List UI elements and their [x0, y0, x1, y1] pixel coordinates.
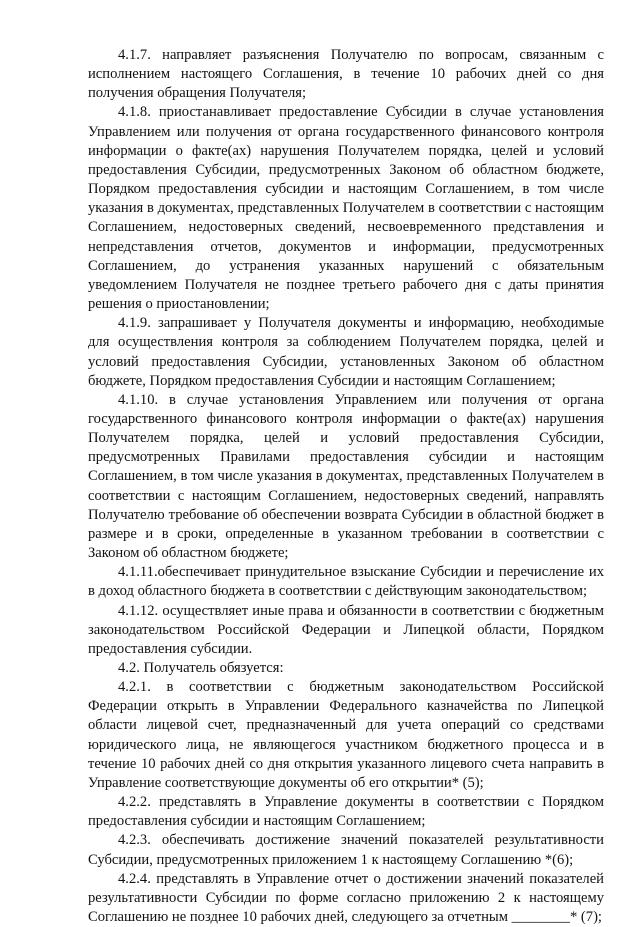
paragraph-4-1-12: 4.1.12. осуществляет иные права и обязанности в соответствии с бюджетным законодательством Российской Федерации и Липецкой области, Порядком предоставления субсидии.: [88, 602, 604, 657]
paragraph-4-1-11: 4.1.11.обеспечивает принудительное взыскание Субсидии и перечисление их в доход областного бюджета в соответствии с действующим законодательством;: [88, 564, 604, 600]
paragraph-4-1-7: 4.1.7. направляет разъяснения Получателю по вопросам, связанным с исполнением настоящего Соглашения, в течение 10 рабочих дней со дня получения обращения Получателя;: [88, 47, 604, 102]
paragraph-4-1-10: 4.1.10. в случае установления Управлением или получения от органа государственного финансового контроля информации о факте(ах) нарушения Получателем порядка, целей и условий предоставления Субсидии, предусмотренных Правилами предоставления субсидии и настоящим Соглашением, в том числе указания в документах, представленных Получателем в соответствии с настоящим Соглашением, недостоверных сведений, направлять Получателю требование об обеспечении возврата Субсидии в областной бюджет в размере и в сроки, определенные в указанном требовании в соответствии с Законом об областном бюджете;: [88, 391, 604, 562]
paragraph-4-2-2: 4.2.2. представлять в Управление документы в соответствии с Порядком предоставления субсидии и настоящим Соглашением;: [88, 794, 604, 830]
paragraph-4-1-8: 4.1.8. приостанавливает предоставление Субсидии в случае установления Управлением или получения от органа государственного финансового контроля информации о факте(ах) нарушения Получателем порядка, целей и условий предоставления Субсидии, предусмотренных Законом об областном бюджете, Порядком предоставления субсидии и настоящим Соглашением, в том числе указания в документах, представленных Получателем в соответствии с настоящим Соглашением, недостоверных сведений, несвоевременного представления и непредставления отчетов, документов и информации, предусмотренных Соглашением, до устранения указанных нарушений с обязательным уведомлением Получателя не позднее третьего рабочего дня с даты принятия решения о приостановлении;: [88, 104, 604, 313]
paragraph-4-2-3: 4.2.3. обеспечивать достижение значений показателей результативности Субсидии, предусмотренных приложением 1 к настоящему Соглашению *(6);: [88, 832, 604, 868]
paragraph-4-1-9: 4.1.9. запрашивает у Получателя документы и информацию, необходимые для осуществления контроля за соблюдением Получателем порядка, целей и условий предоставления Субсидии, установленных Законом об областном бюджете, Порядком предоставления Субсидии и настоящим Соглашением;: [88, 315, 604, 389]
paragraph-4-2: 4.2. Получатель обязуется:: [118, 660, 284, 676]
paragraph-4-2-4: 4.2.4. представлять в Управление отчет о достижении значений показателей результативности Субсидии по форме согласно приложению 2 к настоящему Соглашению не позднее 10 рабочих дней, следующего за отчетным ________* (7);: [88, 870, 604, 926]
paragraph-4-2-1: 4.2.1. в соответствии с бюджетным законодательством Российской Федерации открыть в Управлении Федерального казначейства по Липецкой области лицевой счет, предназначенный для учета операций со средствами юридического лица, не являющегося участником бюджетного процесса и в течение 10 рабочих дней со дня открытия указанного лицевого счета направить в Управление соответствующие документы об его открытии* (5);: [88, 679, 604, 791]
document-page: [88, 46, 604, 927]
